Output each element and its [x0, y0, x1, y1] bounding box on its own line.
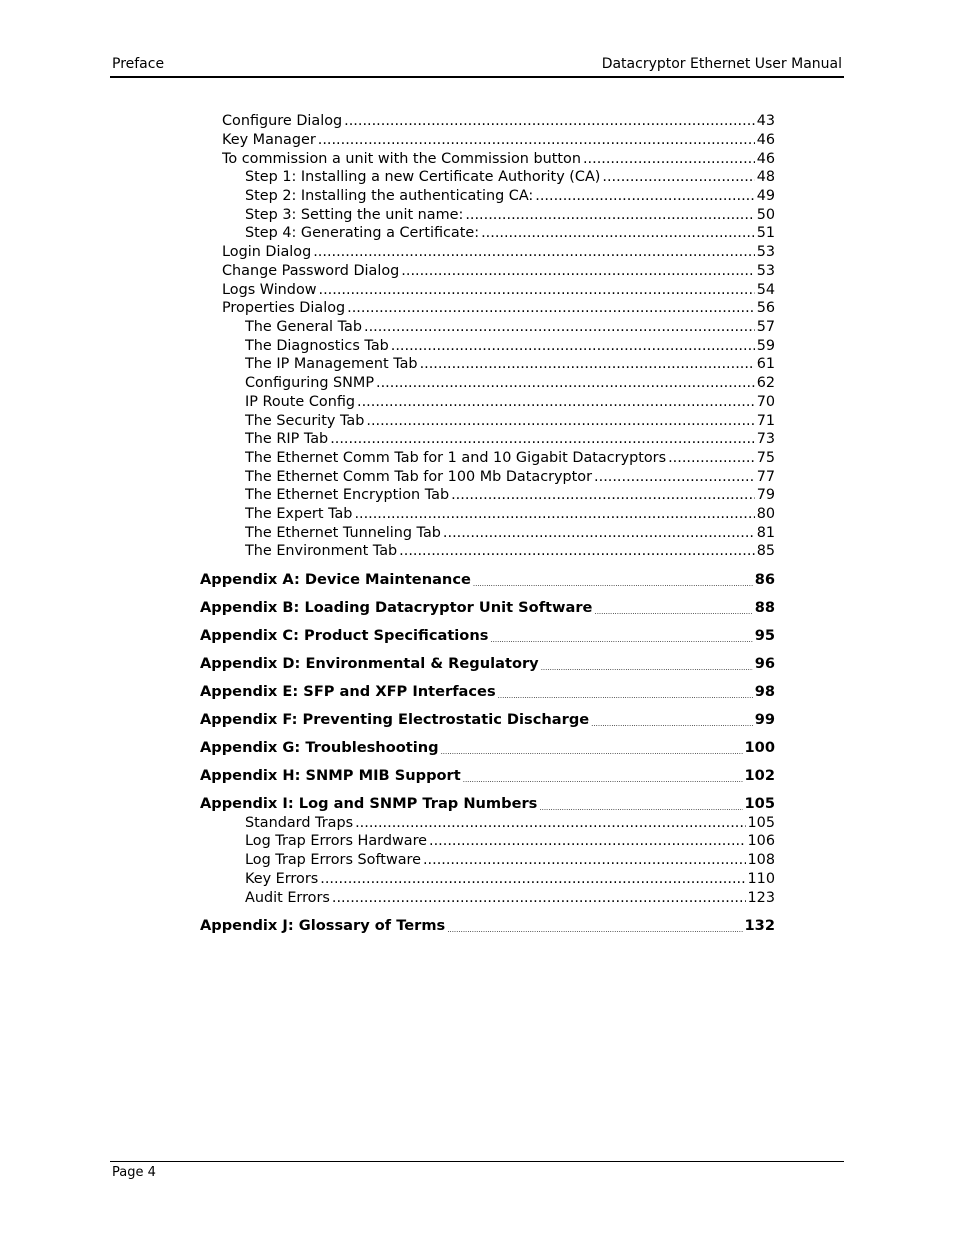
toc-entry[interactable]: Key Errors ..... 110 [245, 870, 775, 888]
toc-appendix-entry[interactable]: Appendix F: Preventing Electrostatic Discharge ..... 99 [200, 711, 775, 729]
page-footer [110, 1161, 844, 1180]
toc-entry[interactable]: Step 1: Installing a new Certificate Authority (CA) ..... 48 [245, 168, 775, 186]
toc-entry[interactable]: Step 3: Setting the unit name: ..... 50 [245, 206, 775, 224]
toc-entry[interactable]: The Environment Tab ..... 85 [245, 542, 775, 560]
toc-entry[interactable]: Log Trap Errors Hardware ..... 106 [245, 832, 775, 850]
toc-appendix-entry[interactable]: Appendix B: Loading Datacryptor Unit Software ..... 88 [200, 599, 775, 617]
toc-entry[interactable]: The Ethernet Comm Tab for 100 Mb Datacryptor ..... 77 [245, 468, 775, 486]
toc-entry[interactable]: Key Manager ..... 46 [222, 131, 775, 149]
toc-appendix-entry[interactable]: Appendix C: Product Specifications ..... 95 [200, 627, 775, 645]
header-section-title: Preface [112, 56, 165, 72]
toc-appendix-entry[interactable]: Appendix G: Troubleshooting ..... 100 [200, 739, 775, 757]
toc-entry[interactable]: The Ethernet Encryption Tab ..... 79 [245, 486, 775, 504]
toc-entry[interactable]: Change Password Dialog ..... 53 [222, 262, 775, 280]
toc-entry[interactable]: Step 4: Generating a Certificate: ..... 51 [245, 224, 775, 242]
toc-entry[interactable]: The Ethernet Comm Tab for 1 and 10 Gigabit Datacryptors ..... 75 [245, 449, 775, 467]
toc-appendix-entry[interactable]: Appendix J: Glossary of Terms ..... 132 [200, 917, 775, 935]
toc-entry[interactable]: Configure Dialog ..... 43 [222, 112, 775, 130]
toc-entry[interactable]: Login Dialog ..... 53 [222, 243, 775, 261]
toc-entry[interactable]: The General Tab ..... 57 [245, 318, 775, 336]
toc-appendix-entry[interactable]: Appendix I: Log and SNMP Trap Numbers ..... 105 [200, 795, 775, 813]
toc-entry[interactable]: Standard Traps ..... 105 [245, 814, 775, 832]
toc-appendix-entry[interactable]: Appendix D: Environmental & Regulatory ..... 96 [200, 655, 775, 673]
toc-entry[interactable]: To commission a unit with the Commission button ..... 46 [222, 150, 775, 168]
toc-entry[interactable]: The Security Tab ..... 71 [245, 412, 775, 430]
page-number: Page 4 [112, 1165, 156, 1180]
page-header [110, 54, 844, 78]
toc-entry[interactable]: The Expert Tab ..... 80 [245, 505, 775, 523]
toc-entry[interactable]: Audit Errors ..... 123 [245, 889, 775, 907]
toc-appendix-entry[interactable]: Appendix H: SNMP MIB Support ..... 102 [200, 767, 775, 785]
toc-entry[interactable]: Properties Dialog ..... 56 [222, 299, 775, 317]
toc-appendix-entry[interactable]: Appendix A: Device Maintenance ..... 86 [200, 571, 775, 589]
toc-entry[interactable]: The Ethernet Tunneling Tab ..... 81 [245, 524, 775, 542]
toc-entry[interactable]: The RIP Tab ..... 73 [245, 430, 775, 448]
toc-entry[interactable]: Logs Window ..... 54 [222, 281, 775, 299]
toc-entry[interactable]: IP Route Config ..... 70 [245, 393, 775, 411]
toc-entry[interactable]: Step 2: Installing the authenticating CA: ..... 49 [245, 187, 775, 205]
toc-entry[interactable]: Configuring SNMP ..... 62 [245, 374, 775, 392]
header-manual-title: Datacryptor Ethernet User Manual [601, 56, 842, 72]
toc-entry[interactable]: The IP Management Tab ..... 61 [245, 355, 775, 373]
toc-appendix-entry[interactable]: Appendix E: SFP and XFP Interfaces ..... 98 [200, 683, 775, 701]
toc-entry[interactable]: Log Trap Errors Software ..... 108 [245, 851, 775, 869]
toc-entry[interactable]: The Diagnostics Tab ..... 59 [245, 337, 775, 355]
